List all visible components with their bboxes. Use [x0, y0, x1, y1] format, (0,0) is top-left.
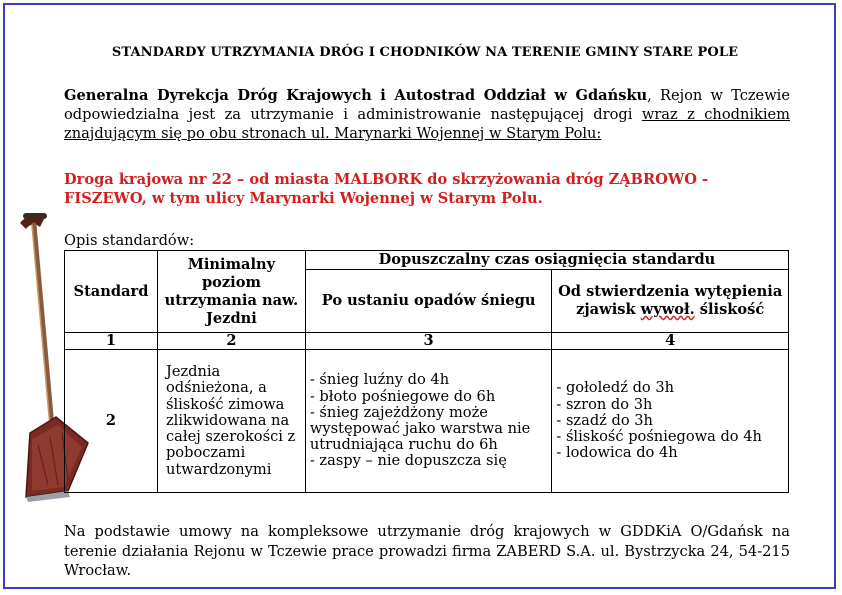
slip-item: - szadź do 3h [556, 411, 653, 429]
col-number-1: 1 [65, 333, 158, 350]
slip-item: - śliskość pośniegowa do 4h [556, 428, 762, 446]
col-number-3: 3 [305, 333, 552, 350]
header-after-snow: Po ustaniu opadów śniegu [305, 270, 552, 333]
header-min-level: Minimalny poziom utrzymania naw. Jezdni [157, 251, 305, 333]
snow-item: - śnieg luźny do 4h [309, 371, 450, 389]
row-standard: 2 [65, 350, 158, 493]
slip-item: - szron do 3h [556, 395, 653, 413]
snow-item: - śnieg zajeżdżony może występować jako warstwa nie utrudniająca ruchu do 6h [309, 403, 531, 454]
header-time: Dopuszczalny czas osiągnięcia standardu [305, 251, 788, 270]
snow-item: - błoto pośniegowe do 6h [309, 387, 496, 405]
standards-label: Opis standardów: [64, 232, 195, 249]
header-slip [552, 270, 789, 333]
header-standard: Standard [65, 251, 158, 333]
footer-paragraph: Na podstawie umowy na kompleksowe utrzymanie dróg krajowych w GDDKiA O/Gdańsk na terenie działania Rejonu w Tczewie prace prowadzi firma ZABERD S.A. ul. Bystrzycka 24, 54-215 Wrocław. [64, 523, 790, 579]
slip-item: - lodowica do 4h [556, 444, 678, 462]
col-number-4: 4 [552, 333, 789, 350]
header-slip-c: śliskość [694, 301, 765, 318]
slip-item: - gołoledź do 3h [556, 379, 675, 397]
header-slip-b: wywoł. [640, 301, 695, 318]
snow-item: - zaspy – nie dopuszcza się [309, 452, 507, 470]
header-slip-a: Od stwierdzenia wytępienia zjawisk [558, 283, 783, 318]
row-min-level: Jezdnia odśnieżona, a śliskość zimowa zlikwidowana na całej szerokości z poboczami utwardzonymi [157, 350, 305, 493]
col-number-2: 2 [157, 333, 305, 350]
page-title: STANDARDY UTRZYMANIA DRÓG I CHODNIKÓW NA TERENIE GMINY STARE POLE [111, 45, 739, 60]
intro-underlined: wraz z chodnikiem znajdującym się po obu stronach ul. Marynarki Wojennej w Starym Polu: [64, 106, 790, 142]
row-slip [552, 350, 789, 493]
intro-paragraph [64, 86, 790, 143]
intro-text: , Rejon w Tczewie odpowiedzialna jest za utrzymanie i administrowanie następującej drogi [64, 87, 790, 123]
row-after-snow [305, 350, 552, 493]
standards-table [64, 250, 789, 493]
road-description: Droga krajowa nr 22 – od miasta MALBORK do skrzyżowania dróg ZĄBROWO - FISZEWO, w tym ulicy Marynarki Wojennej w Starym Polu. [64, 171, 709, 207]
org-name: Generalna Dyrekcja Dróg Krajowych i Autostrad Oddział w Gdańsku [64, 87, 648, 104]
